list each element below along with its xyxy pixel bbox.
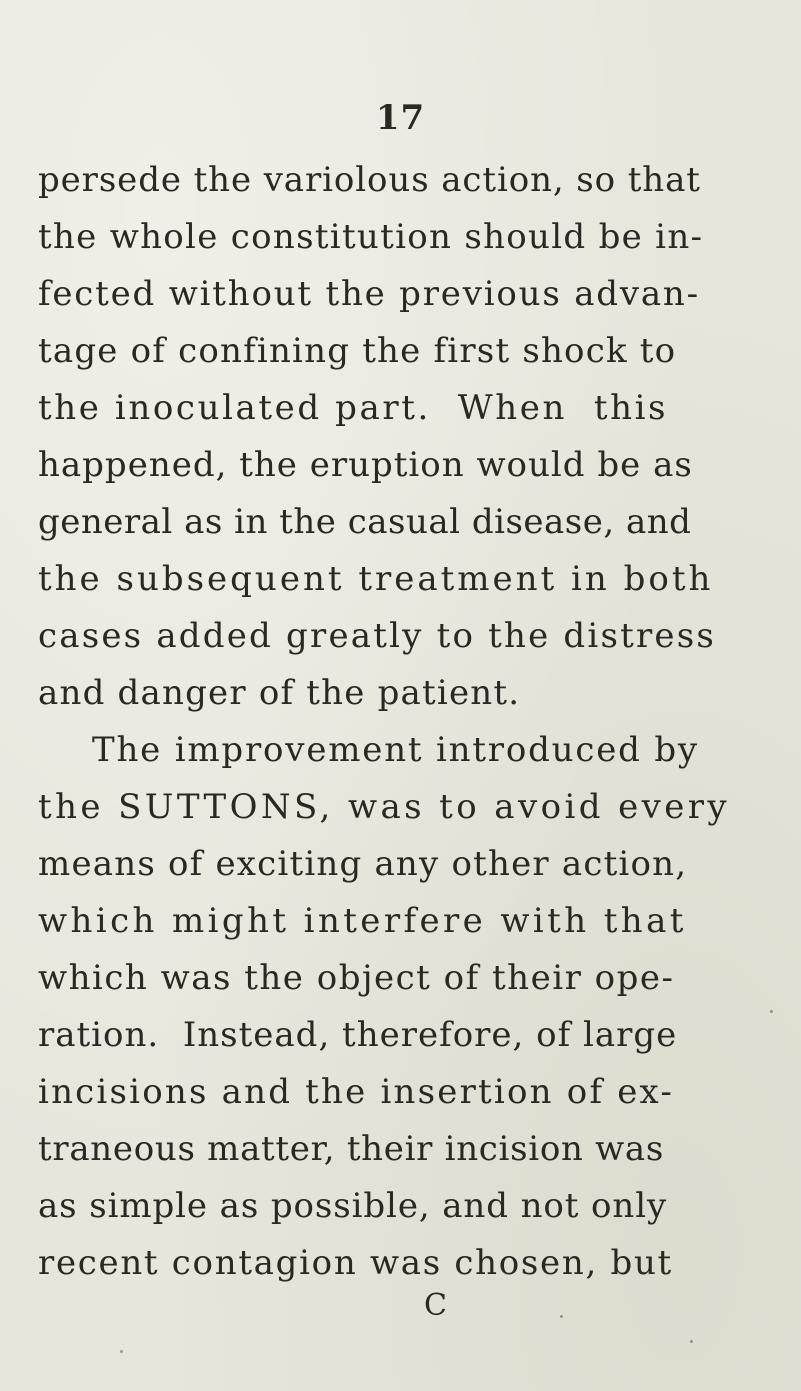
text-line: cases added greatly to the distress [38, 616, 717, 656]
paper-speck [770, 1010, 773, 1013]
text-line: fected without the previous advan- [38, 274, 700, 314]
text-line: the SUTTONS, was to avoid every [38, 787, 731, 827]
text-line: persede the variolous action, so that [38, 160, 701, 200]
text-line: as simple as possible, and not only [38, 1186, 668, 1226]
text-line: the inoculated part. When this [38, 388, 669, 428]
text-line: the whole constitution should be in- [38, 217, 704, 257]
text-line: incisions and the insertion of ex- [38, 1072, 675, 1112]
text-line: ration. Instead, therefore, of large [38, 1015, 678, 1055]
text-line: happened, the eruption would be as [38, 445, 693, 485]
text-line: recent contagion was chosen, but [38, 1243, 673, 1283]
text-line: the subsequent treatment in both [38, 559, 714, 599]
paper-speck [690, 1340, 693, 1343]
text-line: and danger of the patient. [38, 673, 521, 713]
text-line: tage of confining the first shock to [38, 331, 677, 371]
text-line: which was the object of their ope- [38, 958, 675, 998]
text-line: means of exciting any other action, [38, 844, 688, 884]
text-line: traneous matter, their incision was [38, 1129, 665, 1169]
signature-mark: C [424, 1288, 447, 1323]
paper-speck [120, 1350, 123, 1353]
text-line: general as in the casual disease, and [38, 502, 692, 542]
text-line: which might interfere with that [38, 901, 687, 941]
paper-speck [560, 1315, 563, 1318]
text-line: The improvement introduced by [92, 730, 699, 770]
page-number: 17 [375, 98, 426, 138]
